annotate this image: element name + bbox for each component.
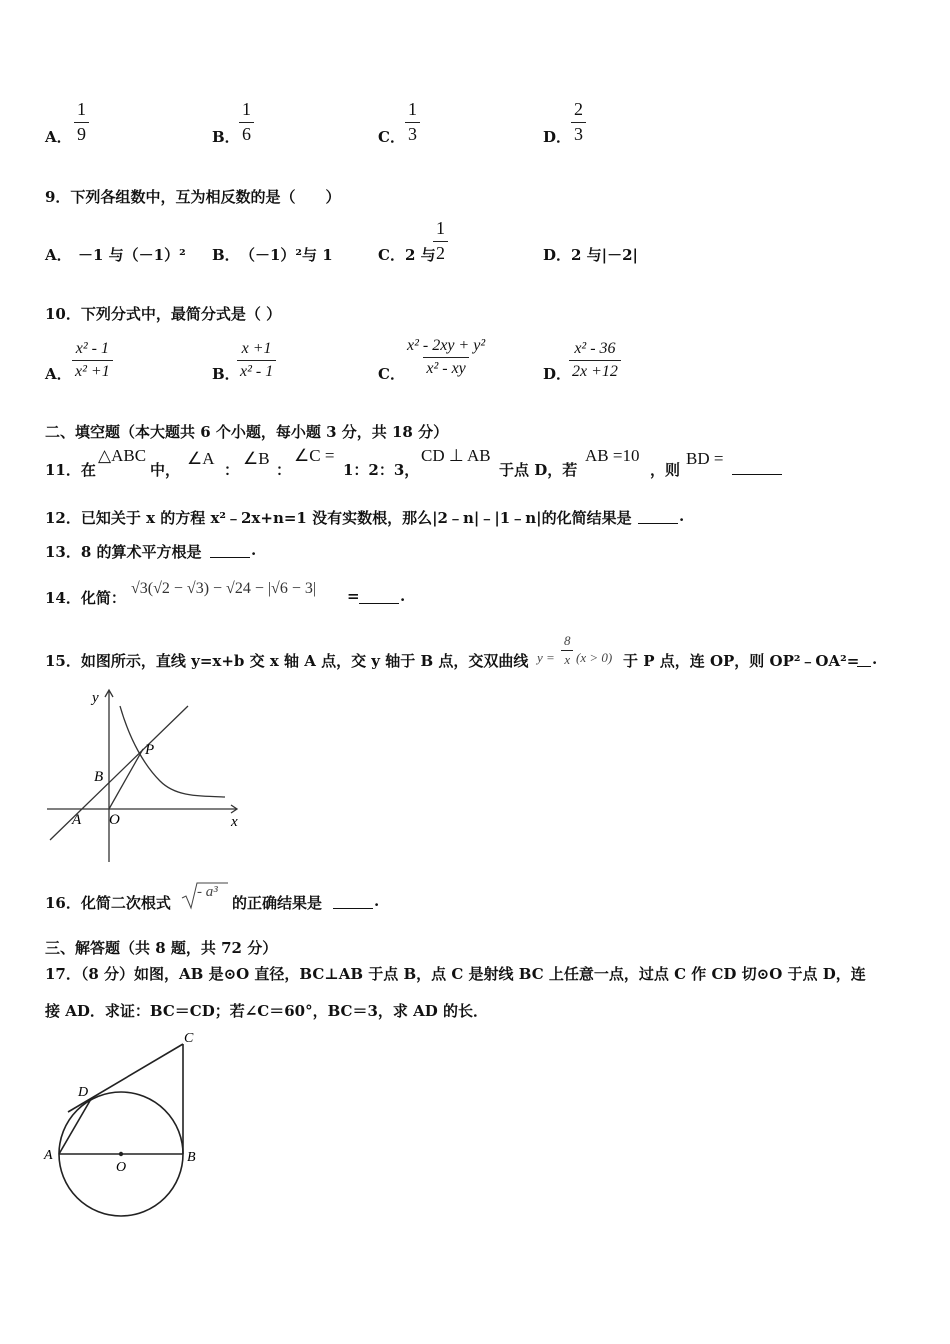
q9-option-d-text: 2 与|－2| [571,246,639,264]
q15-hyperbola [120,706,225,797]
section-3-heading: 三、解答题（共 8 题，共 72 分） [45,939,278,957]
q14-period: . [400,587,406,605]
q9-option-d-label: D． [543,246,572,264]
q11-part3: 于点 D，若 [499,461,578,479]
q16-radicand: - a³ [197,884,218,900]
q11-angle-a: ∠A [187,449,215,468]
q15-curve-condition: (x > 0) [576,650,613,665]
q9-option-b-text: （－1）²与 1 [240,246,333,264]
q8-d-num: 2 [574,99,583,119]
q15-curve-frac [561,634,574,668]
q8-a-num: 1 [77,99,86,119]
q11-ratio: 1：2：3， [343,461,420,479]
q17-line1: 17．（8 分）如图，AB 是⊙O 直径，BC⊥AB 于点 B，点 C 是射线 BC 上任意一点，过点 C 作 CD 切⊙O 于点 D，连 [45,965,866,983]
q13-text: 13．8 的算术平方根是 [45,543,202,561]
q8-option-c-frac [405,100,420,145]
q10-d-den: 2x +12 [569,360,621,381]
q9-option-c-text: 2 与 [405,246,436,264]
q8-c-den: 3 [405,122,420,145]
q8-option-b-label: B． [212,128,240,146]
q15-label-y: y [92,690,99,706]
q9-option-a-label: A． [45,246,72,264]
q17-label-o: O [116,1160,127,1175]
q17-line2: 接 AD．求证：BC＝CD；若∠C＝60°，BC＝3，求 AD 的长． [45,1002,489,1020]
q9-option-b-label: B． [212,246,240,264]
q11-part4: ，则 [650,461,681,479]
q10-b-num: x +1 [241,340,272,357]
q13-answer-blank [210,557,250,558]
q9-stem: 9．下列各组数中，互为相反数的是（ ） [45,188,341,206]
q8-b-den: 6 [239,122,254,145]
q17-label-d: D [78,1085,89,1100]
q15-part1: 15．如图所示，直线 y=x+b 交 x 轴 A 点，交 y 轴于 B 点，交双曲线 [45,652,529,670]
q16-answer-blank [333,908,373,909]
q15-label-p: P [145,742,155,758]
q11-angle-c: ∠C = [294,446,335,465]
q13-period: . [251,541,257,559]
q14-equals: = [347,587,360,605]
q14-answer-blank [359,603,399,604]
q12-period: . [679,507,685,525]
q10-option-c-frac [404,337,488,377]
q10-stem: 10．下列分式中，最简分式是（ ） [45,305,282,323]
q11-bd: BD = [686,449,724,468]
q9-c-den: 2 [433,241,448,264]
q15-segment-op [109,749,143,809]
q17-label-a: A [44,1148,53,1163]
q8-option-d-label: D． [543,128,572,146]
q10-c-num: x² - 2xy + y² [407,337,486,354]
section-2-heading: 二、填空题（本大题共 6 个小题，每小题 3 分，共 18 分） [45,423,449,441]
q17-tangent-cd [68,1044,183,1112]
q11-sep1: ： [224,461,240,479]
q8-a-den: 9 [74,122,89,145]
q15-part2: 于 P 点，连 OP，则 OP²﹣OA²= [623,652,860,670]
q10-option-d-frac [569,340,621,380]
q15-curve-den: x [561,650,573,667]
q16-part2: 的正确结果是 [232,894,323,912]
q8-option-a-frac [74,100,89,145]
q11-answer-blank [732,474,782,475]
q10-c-den: x² - xy [423,357,468,378]
q17-label-c: C [184,1031,194,1046]
q10-d-num: x² - 36 [574,340,616,357]
q10-option-b-label: B． [212,365,240,383]
q11-perpendicular: CD ⊥ AB [421,446,491,465]
q17-circle-figure [40,1026,210,1222]
q8-c-num: 1 [408,99,417,119]
q10-option-b-frac [237,340,276,380]
q10-option-a-label: A． [45,365,72,383]
q15-answer-blank [857,666,871,667]
q17-center-dot [119,1152,123,1156]
q15-label-b: B [94,769,104,785]
q12-text: 12．已知关于 x 的方程 x²﹣2x+n=1 没有实数根，那么|2﹣n|﹣|1﹣n|的化简结果是 [45,509,632,527]
q16-period: . [374,892,380,910]
q11-part2: 中， [150,461,181,479]
q9-option-a-text: －1 与（－1）² [78,246,186,264]
q15-graph-figure [45,686,245,864]
q15-end: . [872,650,878,668]
q8-option-b-frac [239,100,254,145]
q16-part1: 16．化简二次根式 [45,894,171,912]
q12-answer-blank [638,523,678,524]
q9-c-num: 1 [436,218,445,238]
q8-option-c-label: C． [378,128,405,146]
q15-label-o: O [109,812,120,828]
q11-angle-b: ∠B [243,449,270,468]
q11-part1: 11．在 [45,461,96,479]
q14-label: 14．化简： [45,589,126,607]
q10-b-den: x² - 1 [237,360,276,381]
q11-ab-value: AB =10 [585,446,640,465]
q15-label-x: x [231,814,238,830]
q17-label-b: B [187,1150,196,1165]
q14-expression: √3(√2 − √3) − √24 − |√6 − 3| [131,580,317,597]
q10-option-c-label: C． [378,365,405,383]
q8-option-a-label: A． [45,128,72,146]
q10-option-a-frac [72,340,113,380]
q10-a-den: x² +1 [72,360,113,381]
q11-sep2: ： [276,461,292,479]
q10-option-d-label: D． [543,365,572,383]
q15-curve-lhs: y = [537,650,555,665]
q8-d-den: 3 [571,122,586,145]
q15-label-a: A [72,812,82,828]
q11-triangle: △ABC [98,446,147,465]
q10-a-num: x² - 1 [75,340,109,357]
q9-option-c-frac [433,219,448,264]
q8-option-d-frac [571,100,586,145]
q15-curve-num: 8 [564,633,571,648]
q8-b-num: 1 [242,99,251,119]
q9-option-c-label: C． [378,246,405,264]
